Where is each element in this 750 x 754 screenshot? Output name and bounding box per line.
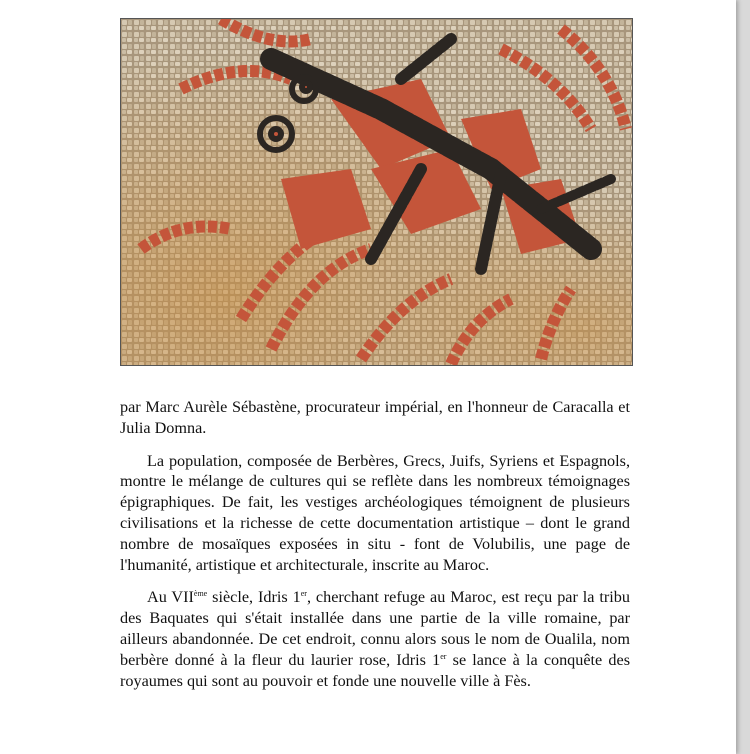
- body-text: [120, 397, 630, 703]
- paragraph-1: par Marc Aurèle Sébastène, procurateur impérial, en l'honneur de Caracalla et Julia Domna.: [120, 398, 630, 437]
- p3-superscript-3: er: [440, 651, 447, 661]
- mosaic-image: [121, 19, 632, 365]
- paragraph-2: La population, composée de Berbères, Grecs, Juifs, Syriens et Espagnols, montre le mélange de cultures qui se reflète dans les nombreux témoignages épigraphiques. De fait, les vestiges archéologiques témoignent de plusieurs civilisations et la richesse de cette documentation artistique – dont le grand nombre de mosaïques exposées in situ - font de Volubilis, une page de l'humanité, artistique et architecturale, inscrite au Maroc.: [120, 451, 630, 574]
- p3-part-b: siècle, Idris 1: [207, 588, 301, 607]
- p3-superscript-2: er: [300, 589, 307, 599]
- p3-part-d: se lance à la conquête des royaumes qui sont au pouvoir et fonde une nouvelle ville à Fès.: [120, 650, 630, 690]
- p3-part-c: , cherchant refuge au Maroc, est reçu par la tribu des Baquates qui s'était installée dans une partie de la ville romaine, par ailleurs abandonnée. De cet endroit, connu alors sous le nom de Oualila, nom berbère donné à la fleur du laurier rose, Idris 1: [120, 588, 630, 669]
- mosaic-photo: [120, 18, 633, 366]
- p3-superscript-1: ème: [193, 589, 208, 599]
- p3-part-a: Au VII: [147, 588, 194, 607]
- paragraph-3: [120, 587, 630, 691]
